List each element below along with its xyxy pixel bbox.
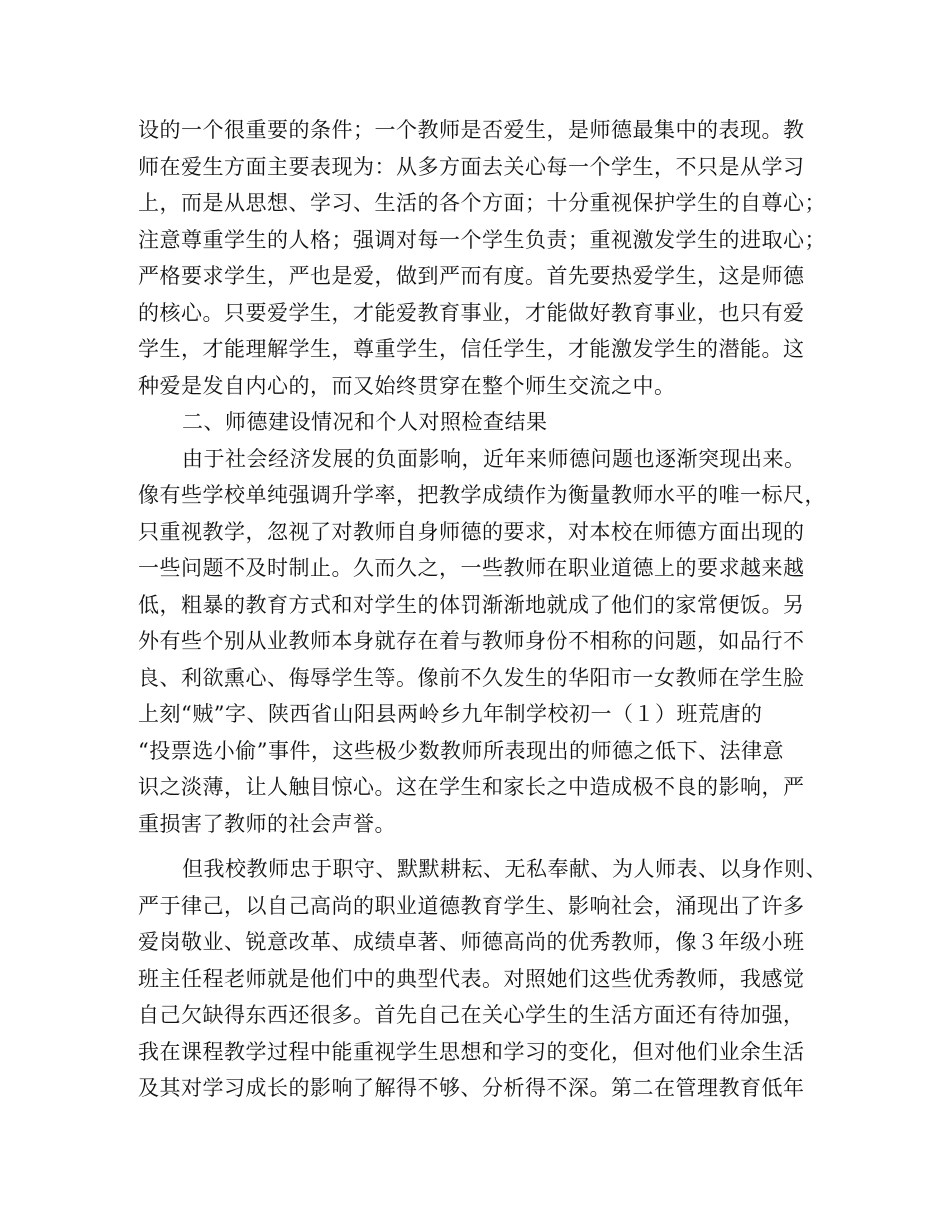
text-line: “投票选小偷”事件，这些极少数教师所表现出的师德之低下、法律意 <box>138 738 784 763</box>
paragraph-spacer <box>138 842 818 851</box>
text-line: 种爱是发自内心的，而又始终贯穿在整个师生交流之中。 <box>138 373 676 398</box>
text-line: 低，粗暴的教育方式和对学生的体罚渐渐地就成了他们的家常便饭。另 <box>138 592 805 617</box>
text-line: 我在课程教学过程中能重视学生思想和学习的变化，但对他们业余生活 <box>138 1039 805 1064</box>
text-line: 严格要求学生，严也是爱，做到严而有度。首先要热爱学生，这是师德 <box>138 264 805 288</box>
text-line: 上，而是从思想、学习、生活的各个方面；十分重视保护学生的自尊心； <box>138 191 826 215</box>
text-line: 像有些学校单纯强调升学率，把教学成绩作为衡量教师水平的唯一标尺， <box>138 483 826 507</box>
text-line: 重损害了教师的社会声誉。 <box>138 811 396 836</box>
text-line: 自己欠缺得东西还很多。首先自己在关心学生的生活方面还有待加强， <box>138 1003 805 1027</box>
text-line: 班主任程老师就是他们中的典型代表。对照她们这些优秀教师，我感觉 <box>138 966 805 991</box>
section-heading: 二、师德建设情况和个人对照检查结果 <box>182 410 548 434</box>
text-line: 师在爱生方面主要表现为：从多方面去关心每一个学生，不只是从学习 <box>138 154 805 179</box>
text-line: 但我校教师忠于职守、默默耕耘、无私奉献、为人师表、以身作则、 <box>182 857 827 881</box>
text-line: 的核心。只要爱学生，才能爱教育事业，才能做好教育事业，也只有爱 <box>138 300 805 325</box>
text-line: 严于律己，以自己高尚的职业道德教育学生、影响社会，涌现出了许多 <box>138 893 805 918</box>
text-line: 外有些个别从业教师本身就存在着与教师身份不相称的问题，如品行不 <box>138 629 805 653</box>
text-line: 学生，才能理解学生，尊重学生，信任学生，才能激发学生的潜能。这 <box>138 337 805 361</box>
text-line: 良、利欲熏心、侮辱学生等。像前不久发生的华阳市一女教师在学生脸 <box>138 665 805 690</box>
text-line: 一些问题不及时制止。久而久之，一些教师在职业道德上的要求越来越 <box>138 556 805 580</box>
text-line: 注意尊重学生的人格；强调对每一个学生负责；重视激发学生的进取心； <box>138 227 826 252</box>
text-line: 由于社会经济发展的负面影响，近年来师德问题也逐渐突现出来。 <box>182 446 806 471</box>
text-line: 识之淡薄，让人触目惊心。这在学生和家长之中造成极不良的影响，严 <box>138 775 805 799</box>
text-line: 设的一个很重要的条件；一个教师是否爱生，是师德最集中的表现。教 <box>138 118 805 142</box>
text-line: 只重视教学，忽视了对教师自身师德的要求，对本校在师德方面出现的 <box>138 519 805 544</box>
text-line: 上刻“贼”字、陕西省山阳县两岭乡九年制学校初一（１）班荒唐的 <box>138 702 763 726</box>
text-line: 及其对学习成长的影响了解得不够、分析得不深。第二在管理教育低年 <box>138 1076 805 1100</box>
document-body <box>138 112 827 1107</box>
text-line: 爱岗敬业、锐意改革、成绩卓著、师德高尚的优秀教师，像３年级小班 <box>138 930 805 954</box>
